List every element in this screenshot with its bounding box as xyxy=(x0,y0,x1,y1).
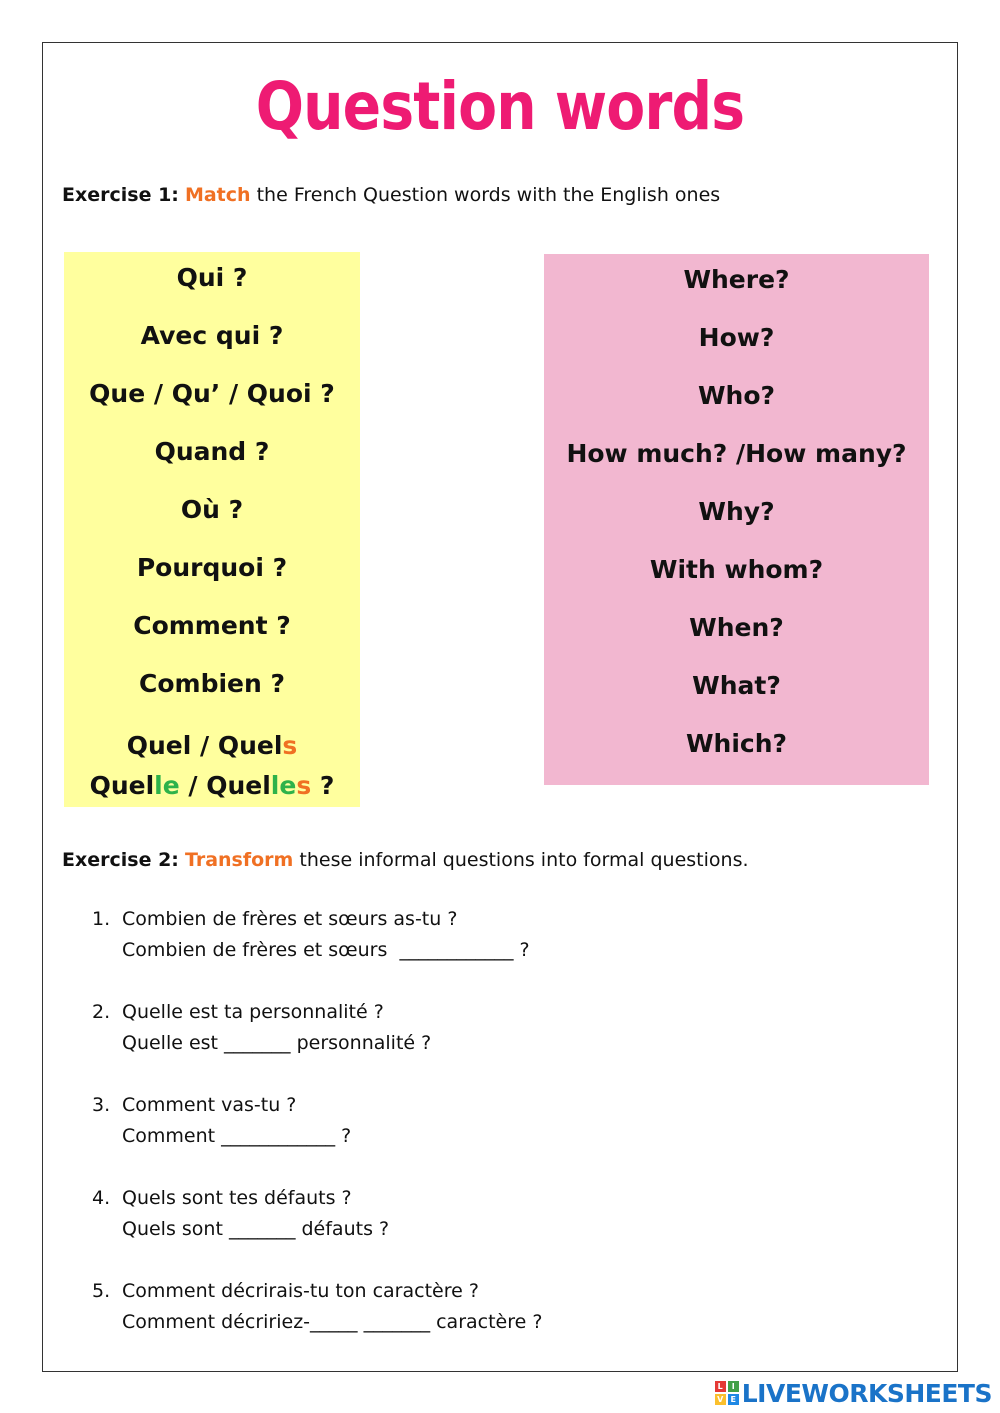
exercise-1-text: the French Question words with the English ones xyxy=(250,184,721,206)
quel-text: Quel / Quel xyxy=(126,731,283,760)
english-word[interactable]: How? xyxy=(698,323,775,352)
question-number: 1. xyxy=(92,908,111,930)
english-word[interactable]: What? xyxy=(692,671,781,700)
logo-icon xyxy=(715,1381,739,1405)
question-number: 2. xyxy=(92,1001,111,1023)
french-word[interactable]: Avec qui ? xyxy=(140,321,284,350)
page-title: Question words xyxy=(255,68,745,145)
french-word[interactable]: Qui ? xyxy=(176,263,248,292)
formal-question-blank[interactable]: Combien de frères et sœurs ____________ ? xyxy=(122,939,530,961)
logo-icon-square: V xyxy=(715,1394,726,1405)
exercise-1-instruction xyxy=(62,184,720,206)
quel-line-1 xyxy=(64,726,360,766)
informal-question: Combien de frères et sœurs as-tu ? xyxy=(122,908,458,930)
informal-question: Comment décrirais-tu ton caractère ? xyxy=(122,1280,479,1302)
french-word[interactable]: Où ? xyxy=(180,495,244,524)
plural-ending: s xyxy=(282,731,298,760)
english-words-box xyxy=(544,254,929,785)
informal-question: Quelle est ta personnalité ? xyxy=(122,1001,384,1023)
logo-text: LIVEWORKSHEETS xyxy=(741,1378,992,1408)
french-word[interactable]: Quand ? xyxy=(154,437,270,466)
french-word[interactable]: Pourquoi ? xyxy=(136,553,288,582)
informal-question: Comment vas-tu ? xyxy=(122,1094,297,1116)
formal-question-blank[interactable]: Quels sont _______ défauts ? xyxy=(122,1218,390,1240)
feminine-ending: le xyxy=(154,771,180,800)
quelle-text: Quel xyxy=(89,771,155,800)
exercise-2-instruction xyxy=(62,849,749,871)
question-mark: ? xyxy=(311,771,335,800)
formal-question-blank[interactable]: Quelle est _______ personnalité ? xyxy=(122,1032,432,1054)
french-word[interactable]: Que / Qu’ / Quoi ? xyxy=(89,379,335,408)
english-word[interactable]: Why? xyxy=(698,497,775,526)
french-word[interactable]: Comment ? xyxy=(133,611,291,640)
english-word[interactable]: Where? xyxy=(683,265,790,294)
english-word[interactable]: Which? xyxy=(685,729,788,758)
english-word[interactable]: When? xyxy=(689,613,784,642)
exercise-2-label: Exercise 2: xyxy=(62,849,179,871)
informal-question: Quels sont tes défauts ? xyxy=(122,1187,352,1209)
plural-ending: s xyxy=(296,771,312,800)
french-word-quel[interactable] xyxy=(64,726,360,806)
english-word[interactable]: Who? xyxy=(697,381,776,410)
exercise-2-verb: Transform xyxy=(184,849,294,871)
french-words-box xyxy=(64,252,360,807)
exercise-2-text: these informal questions into formal questions. xyxy=(293,849,749,871)
question-number: 5. xyxy=(92,1280,111,1302)
formal-question-blank[interactable]: Comment décririez-_____ _______ caractère ? xyxy=(122,1311,543,1333)
formal-question-blank[interactable]: Comment ____________ ? xyxy=(122,1125,352,1147)
logo-icon-square: I xyxy=(728,1381,739,1392)
exercise-1-verb: Match xyxy=(184,184,251,206)
logo-icon-square: L xyxy=(715,1381,726,1392)
liveworksheets-logo xyxy=(715,1376,992,1410)
question-number: 4. xyxy=(92,1187,111,1209)
english-word[interactable]: With whom? xyxy=(649,555,824,584)
quelles-text: / Quel xyxy=(179,771,271,800)
feminine-ending: le xyxy=(270,771,297,800)
english-word[interactable]: How much? /How many? xyxy=(566,439,907,468)
quel-line-2 xyxy=(64,766,360,806)
french-word[interactable]: Combien ? xyxy=(139,669,285,698)
logo-icon-square: E xyxy=(728,1394,739,1405)
exercise-1-label: Exercise 1: xyxy=(62,184,179,206)
question-number: 3. xyxy=(92,1094,111,1116)
